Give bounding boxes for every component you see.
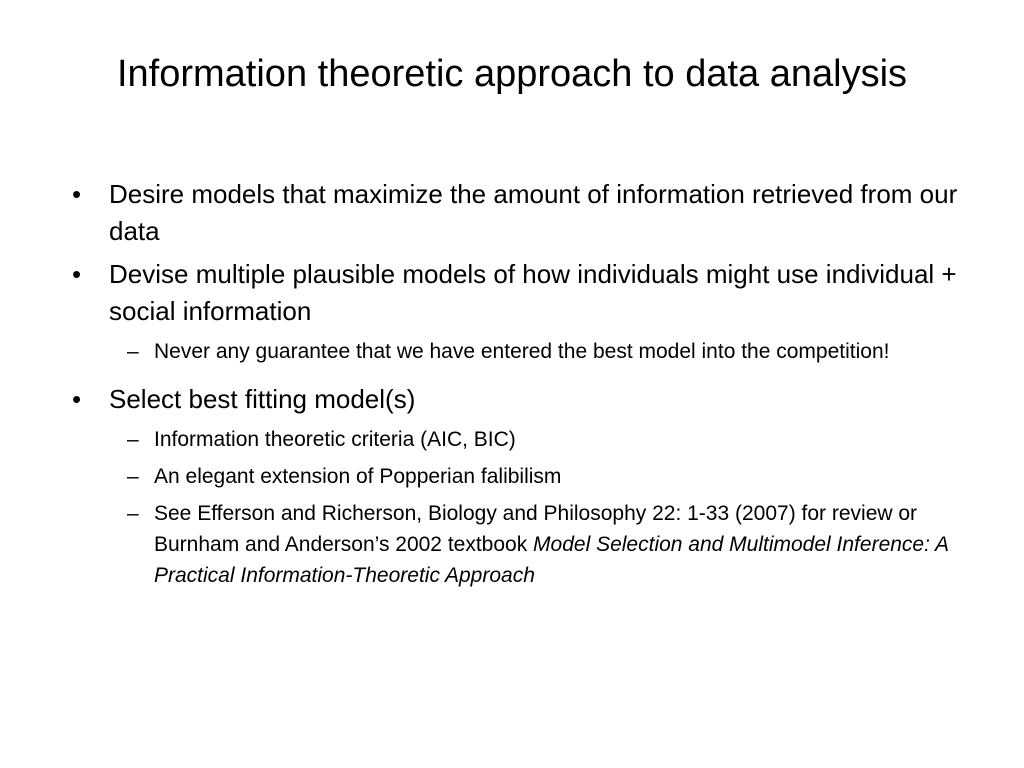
bullet-text: Desire models that maximize the amount of information retrieved from our data bbox=[109, 179, 958, 246]
bullet-text: Select best fitting model(s) bbox=[109, 384, 416, 414]
sub-bullet-item bbox=[72, 424, 992, 455]
dash-glyph: – bbox=[127, 502, 139, 525]
sub-bullet-text: Information theoretic criteria (AIC, BIC) bbox=[154, 428, 516, 451]
dash-glyph: – bbox=[127, 465, 139, 488]
bullet-glyph: • bbox=[72, 179, 82, 209]
sub-bullet-item bbox=[72, 498, 992, 591]
bullet-glyph: • bbox=[72, 259, 82, 289]
bullet-glyph: • bbox=[72, 384, 82, 414]
sub-bullet-text bbox=[154, 502, 948, 587]
sub-bullet-text: An elegant extension of Popperian falibilism bbox=[154, 465, 562, 488]
sub-bullet-item bbox=[72, 461, 992, 492]
dash-glyph: – bbox=[127, 428, 139, 451]
sub-bullet-text: Never any guarantee that we have entered the best model into the competition! bbox=[154, 340, 890, 363]
reference-text: See Efferson and Richerson, Biology and Philosophy 22: 1-33 (2007) for review or Burnham and Anderson’s 2002 textbook bbox=[154, 502, 918, 556]
bullet-item bbox=[72, 381, 992, 418]
bullet-item bbox=[72, 256, 992, 330]
book-title: Model Selection and Multimodel Inference: A Practical Information-Theoretic Approach bbox=[154, 533, 949, 587]
bullet-list bbox=[72, 176, 992, 597]
bullet-item bbox=[72, 176, 992, 250]
sub-bullet-item bbox=[72, 336, 992, 367]
dash-glyph: – bbox=[127, 340, 139, 363]
bullet-text: Devise multiple plausible models of how individuals might use individual + social information bbox=[109, 259, 957, 326]
slide-title: Information theoretic approach to data analysis bbox=[116, 53, 908, 95]
